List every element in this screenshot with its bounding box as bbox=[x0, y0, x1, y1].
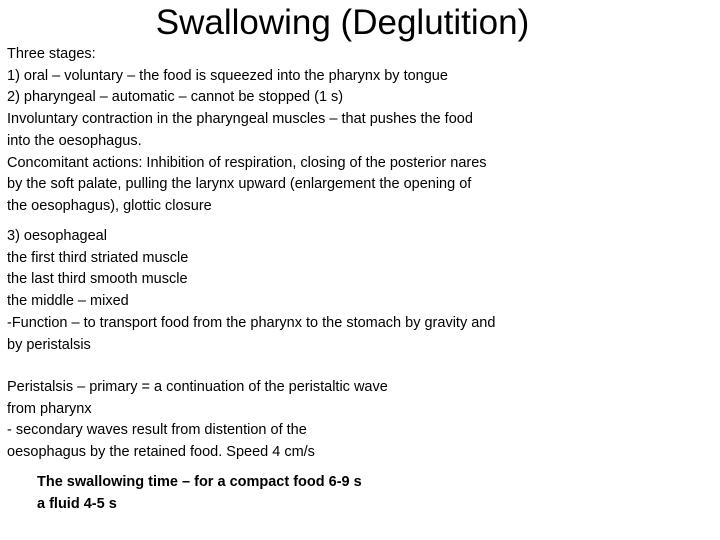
text-line: a fluid 4-5 s bbox=[37, 495, 117, 512]
text-line: into the oesophagus. bbox=[7, 132, 142, 149]
oesophageal-text-block bbox=[7, 226, 495, 356]
text-line: Concomitant actions: Inhibition of respiration, closing of the posterior nares bbox=[7, 154, 487, 171]
peristalsis-text-block bbox=[7, 377, 388, 464]
slide-title: Swallowing (Deglutition) bbox=[155, 3, 530, 42]
text-line: - secondary waves result from distention of the bbox=[7, 422, 307, 439]
stages-text-block bbox=[7, 44, 487, 218]
text-line: Involuntary contraction in the pharyngeal muscles – that pushes the food bbox=[7, 111, 473, 128]
text-line: by peristalsis bbox=[7, 336, 91, 353]
text-line: -Function – to transport food from the pharynx to the stomach by gravity and bbox=[7, 314, 496, 331]
text-line: Three stages: bbox=[7, 46, 96, 62]
swallowing-time-text-block bbox=[37, 472, 362, 515]
text-line: 3) oesophageal bbox=[7, 228, 107, 244]
text-line: the first third striated muscle bbox=[7, 249, 189, 266]
text-line: Peristalsis – primary = a continuation of the peristaltic wave bbox=[7, 379, 388, 395]
text-line: by the soft palate, pulling the larynx upward (enlargement the opening of bbox=[7, 176, 472, 193]
text-line: The swallowing time – for a compact food 6-9 s bbox=[37, 474, 362, 490]
text-line: from pharynx bbox=[7, 400, 92, 417]
text-line: the middle – mixed bbox=[7, 293, 129, 310]
text-line: oesophagus by the retained food. Speed 4 cm/s bbox=[7, 444, 315, 461]
text-line: 1) oral – voluntary – the food is squeezed into the pharynx by tongue bbox=[7, 67, 448, 84]
text-line: the last third smooth muscle bbox=[7, 271, 188, 288]
text-line: 2) pharyngeal – automatic – cannot be stopped (1 s) bbox=[7, 89, 344, 106]
text-line: the oesophagus), glottic closure bbox=[7, 197, 212, 214]
